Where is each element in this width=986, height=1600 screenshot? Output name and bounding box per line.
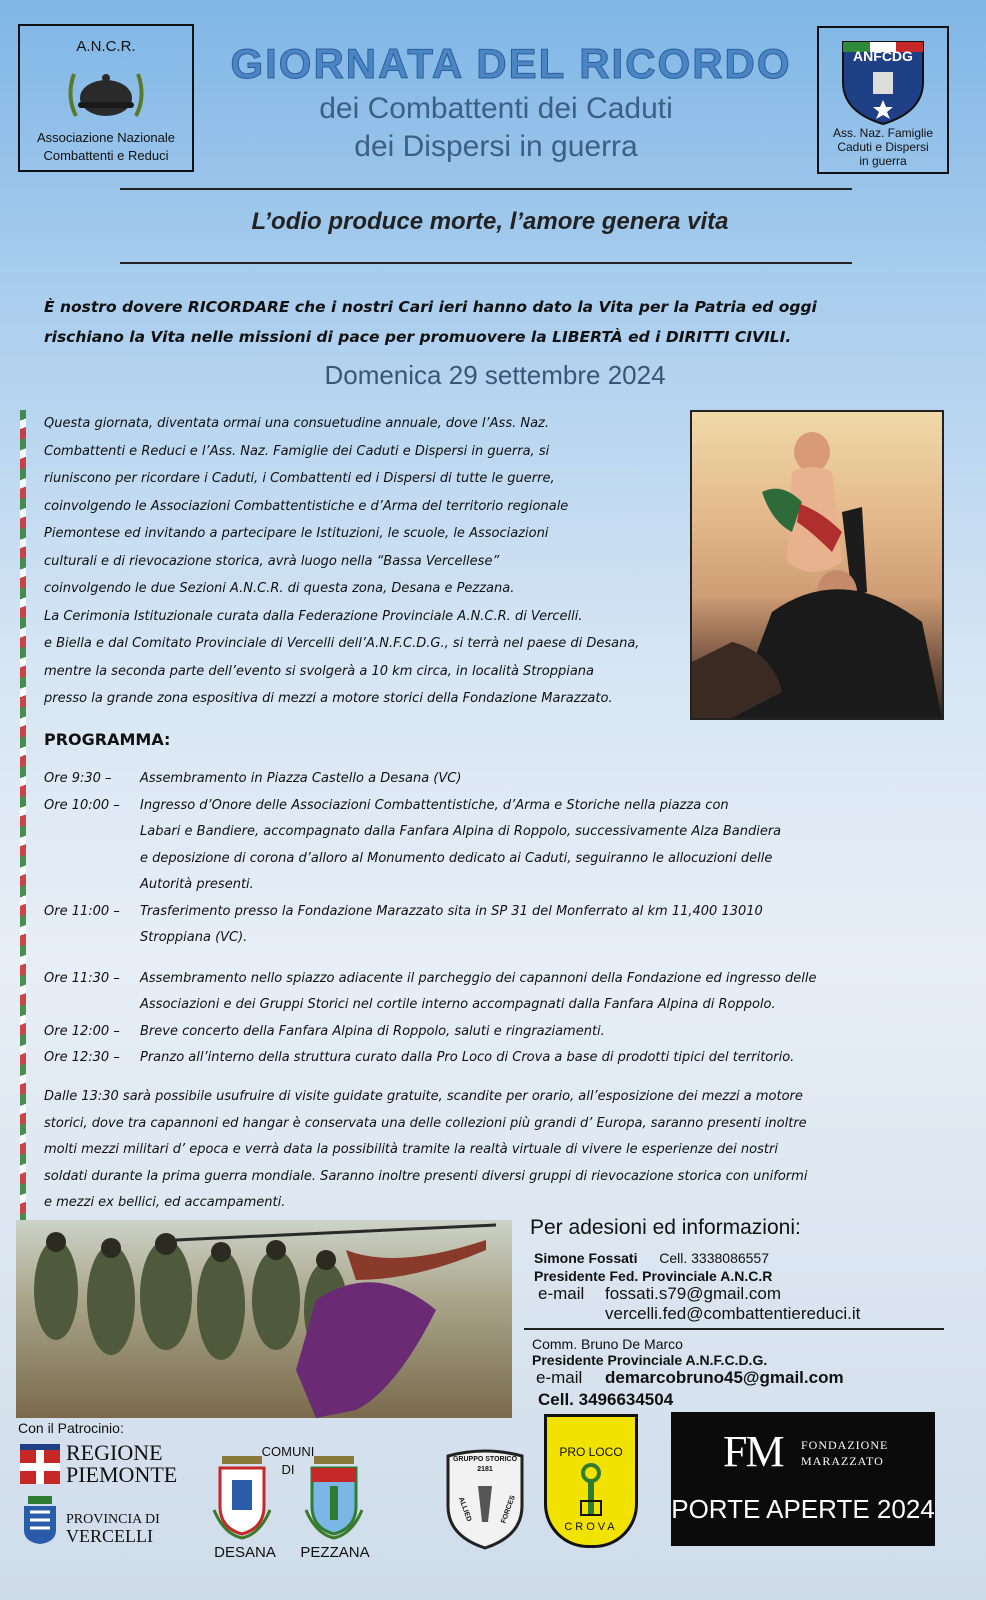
contact1-phone: Cell. 3338086557 bbox=[659, 1250, 770, 1266]
proloco-crova-logo bbox=[544, 1414, 638, 1548]
ancr-line1: Associazione Nazionale bbox=[36, 130, 176, 145]
program-title: PROGRAMMA: bbox=[44, 730, 171, 749]
program-item bbox=[44, 766, 944, 793]
regione-piemonte-logo bbox=[18, 1440, 178, 1488]
intro-line2: rischiano la Vita nelle missioni di pace per promuovere la LIBERTÀ ed i DIRITTI CIVILI. bbox=[44, 328, 792, 346]
program-text bbox=[140, 766, 461, 793]
piemonte-crest-icon bbox=[18, 1442, 62, 1486]
program-line: Assembramento nello spiazzo adiacente il parcheggio dei capannoni della Fondazione ed ingresso delle bbox=[140, 970, 817, 986]
anfcdg-line1: Ass. Naz. Famiglie bbox=[832, 126, 934, 140]
program-time: Ore 10:00 – bbox=[44, 797, 120, 813]
fondazione-marazzato-banner bbox=[671, 1412, 935, 1546]
vercelli-crest-icon bbox=[20, 1494, 60, 1546]
pezzana-crest-icon bbox=[302, 1450, 366, 1540]
provincia-text2: VERCELLI bbox=[66, 1526, 153, 1546]
comuni-di-label: DI bbox=[281, 1462, 295, 1477]
program-item bbox=[44, 1045, 944, 1072]
contact1-name-text: Simone Fossati bbox=[534, 1250, 638, 1266]
anfcdg-acronym: ANFCDG bbox=[853, 48, 913, 64]
pezzana-label: PEZZANA bbox=[300, 1544, 370, 1561]
program-text bbox=[140, 793, 781, 899]
program-line: Stroppiana (VC). bbox=[140, 930, 248, 945]
porte-aperte-text: PORTE APERTE 2024 bbox=[671, 1494, 935, 1524]
description-line: mentre la seconda parte dell’evento si svolgerà a 10 km circa, in località Stroppiana bbox=[44, 663, 594, 679]
program-list bbox=[44, 766, 944, 1072]
program-line: e deposizione di corona d’alloro al Monumento dedicato ai Caduti, seguiranno le allocuzioni delle bbox=[140, 850, 773, 866]
regione-text2: PIEMONTE bbox=[66, 1462, 178, 1487]
description-line: presso la grande zona espositiva di mezzi a motore storici della Fondazione Marazzato. bbox=[44, 691, 613, 706]
subtitle-line2: dei Dispersi in guerra bbox=[354, 130, 638, 163]
proloco-text2: CROVA bbox=[564, 1521, 618, 1533]
contact2-email-label: e-mail bbox=[536, 1368, 583, 1387]
program-time: Ore 9:30 – bbox=[44, 771, 112, 786]
page-title: GIORNATA DEL RICORDO bbox=[230, 40, 792, 87]
program-item bbox=[44, 1019, 944, 1046]
program-item bbox=[44, 966, 944, 1019]
program-line: Assembramento in Piazza Castello a Desana (VC) bbox=[140, 771, 462, 786]
info-divider bbox=[524, 1328, 944, 1330]
patronage-label: Con il Patrocinio: bbox=[18, 1420, 124, 1436]
battle-painting bbox=[16, 1220, 512, 1418]
fm-logo: FM bbox=[723, 1427, 783, 1476]
info-title: Per adesioni ed informazioni: bbox=[530, 1216, 801, 1239]
gruppo-top-text: GRUPPO STORICO bbox=[452, 1456, 518, 1463]
proloco-text1: PRO LOCO bbox=[559, 1445, 623, 1459]
program-item bbox=[44, 793, 944, 899]
program-text bbox=[140, 1045, 794, 1072]
program-time: Ore 11:30 – bbox=[44, 970, 120, 986]
afternoon-paragraph bbox=[44, 1084, 944, 1217]
divider-top bbox=[120, 188, 852, 190]
desana-label: DESANA bbox=[214, 1544, 276, 1561]
contact1-name bbox=[534, 1250, 769, 1267]
gruppo-left-text: ALLIED bbox=[457, 1496, 473, 1523]
description bbox=[44, 410, 692, 713]
description-line: culturali e di rievocazione storica, avrà luogo nella “Bassa Vercellese” bbox=[44, 553, 500, 569]
program-line: Autorità presenti. bbox=[140, 877, 254, 892]
commemorative-painting bbox=[690, 410, 944, 720]
afternoon-line: storici, dove tra capannoni ed hangar è conservata una delle collezioni più grandi d’ Europa, saranno presenti inoltre bbox=[44, 1115, 807, 1131]
program-line: Ingresso d’Onore delle Associazioni Combattentistiche, d’Arma e Storiche nella piazza con bbox=[140, 797, 729, 813]
ancr-logo-box bbox=[18, 24, 194, 172]
program-line: Pranzo all’interno della struttura curato dalla Pro Loco di Crova a base di prodotti tipici del territorio. bbox=[140, 1050, 795, 1065]
gruppo-right-text: FORCES bbox=[500, 1494, 517, 1525]
description-line: Piemontese ed invitando a partecipare le Istituzioni, le scuole, le Associazioni bbox=[44, 526, 549, 541]
ancr-acronym: A.N.C.R. bbox=[76, 38, 136, 55]
regione-text1: REGIONE bbox=[66, 1440, 163, 1465]
motto: L’odio produce morte, l’amore genera vita bbox=[251, 208, 729, 235]
event-date: Domenica 29 settembre 2024 bbox=[324, 360, 666, 390]
contact2-email[interactable]: demarcobruno45@gmail.com bbox=[605, 1368, 844, 1387]
divider-bottom bbox=[120, 262, 852, 264]
description-line: Combattenti e Reduci e l’Ass. Naz. Famiglie dei Caduti e Dispersi in guerra, si bbox=[44, 443, 550, 459]
description-line: riuniscono per ricordare i Caduti, i Combattenti ed i Dispersi di tutte le guerre, bbox=[44, 471, 555, 486]
description-line: e Biella e dal Comitato Provinciale di Vercelli dell’A.N.F.C.D.G., si terrà nel paese di Desana, bbox=[44, 636, 640, 651]
contact1-email1[interactable]: fossati.s79@gmail.com bbox=[605, 1284, 781, 1303]
afternoon-line: Dalle 13:30 sarà possibile usufruire di visite guidate gratuite, scandite per orario, all’esposizione dei mezzi a motore bbox=[44, 1089, 803, 1104]
shield-icon bbox=[833, 32, 933, 128]
anfcdg-logo-box bbox=[817, 26, 949, 174]
gruppo-storico-badge bbox=[442, 1446, 528, 1550]
contact1-role: Presidente Fed. Provinciale A.N.C.R bbox=[534, 1268, 773, 1284]
contact1-email2[interactable]: vercelli.fed@combattentiereduci.it bbox=[605, 1304, 861, 1323]
anfcdg-line2: Caduti e Dispersi bbox=[837, 140, 929, 154]
description-line: coinvolgendo le Associazioni Combattentistiche e d’Arma del territorio regionale bbox=[44, 498, 569, 514]
anfcdg-line3: in guerra bbox=[859, 154, 907, 168]
program-line: Labari e Bandiere, accompagnato dalla Fanfara Alpina di Roppolo, successivamente Alza Bandiera bbox=[140, 824, 782, 839]
provincia-vercelli-logo bbox=[18, 1494, 178, 1550]
subtitle-line1: dei Combattenti dei Caduti bbox=[319, 92, 673, 125]
contact2-name: Comm. Bruno De Marco bbox=[532, 1336, 683, 1352]
desana-crest-icon bbox=[210, 1450, 274, 1540]
fondazione-text2: MARAZZATO bbox=[801, 1454, 884, 1468]
program-item bbox=[44, 899, 944, 952]
afternoon-line: e mezzi ex bellici, ed accampamenti. bbox=[44, 1195, 286, 1210]
program-line: Associazioni e dei Gruppi Storici nel cortile interno accompagnati dalla Fanfara Alpina di Roppolo. bbox=[140, 997, 776, 1012]
afternoon-line: soldati durante la prima guerra mondiale. Saranno inoltre presenti diversi gruppi di rievocazione storica con uniformi bbox=[44, 1168, 808, 1184]
program-text bbox=[140, 966, 816, 1019]
helmet-laurel-icon bbox=[56, 56, 156, 126]
program-time: Ore 11:00 – bbox=[44, 903, 120, 919]
ancr-line2: Combattenti e Reduci bbox=[43, 148, 169, 163]
program-text bbox=[140, 1019, 605, 1046]
contact1-email-label: e-mail bbox=[538, 1284, 585, 1303]
program-line: Trasferimento presso la Fondazione Marazzato sita in SP 31 del Monferrato al km 11,400 13010 bbox=[140, 903, 763, 919]
gruppo-num-text: 2181 bbox=[477, 1466, 493, 1473]
description-line: coinvolgendo le due Sezioni A.N.C.R. di questa zona, Desana e Pezzana. bbox=[44, 581, 515, 596]
description-line: La Cerimonia Istituzionale curata dalla Federazione Provinciale A.N.C.R. di Vercelli. bbox=[44, 608, 583, 624]
afternoon-line: molti mezzi militari d’ epoca e verrà data la possibilità tramite la realtà virtuale di vivere le esperienze dei nostri bbox=[44, 1142, 778, 1157]
contact2-role: Presidente Provinciale A.N.F.C.D.G. bbox=[532, 1352, 768, 1368]
program-text bbox=[140, 899, 763, 952]
program-line: Breve concerto della Fanfara Alpina di Roppolo, saluti e ringraziamenti. bbox=[140, 1023, 605, 1039]
fondazione-text1: FONDAZIONE bbox=[801, 1438, 889, 1452]
contact2-phone: Cell. 3496634504 bbox=[538, 1390, 674, 1409]
key-icon bbox=[577, 1463, 605, 1521]
intro-line1: È nostro dovere RICORDARE che i nostri Cari ieri hanno dato la Vita per la Patria ed oggi bbox=[44, 298, 817, 316]
program-time: Ore 12:30 – bbox=[44, 1050, 120, 1065]
comuni-label: COMUNI bbox=[261, 1444, 315, 1459]
description-line: Questa giornata, diventata ormai una consuetudine annuale, dove l’Ass. Naz. bbox=[44, 416, 550, 431]
program-time: Ore 12:00 – bbox=[44, 1023, 120, 1039]
provincia-text1: PROVINCIA DI bbox=[66, 1512, 160, 1527]
